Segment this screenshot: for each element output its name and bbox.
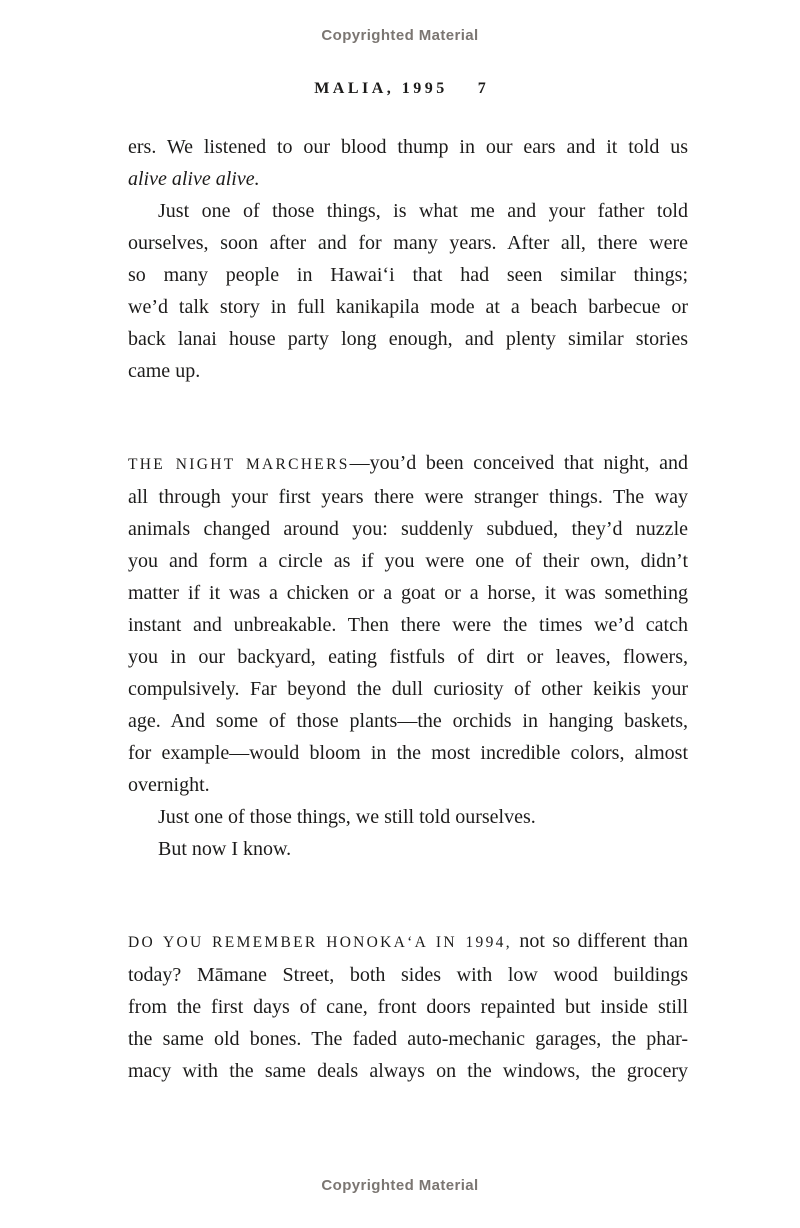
- text-segment: back lanai house party long enough, and plenty similar stories: [128, 328, 688, 350]
- text-segment: the same old bones. The faded auto-mechanic garages, the phar-: [128, 1028, 688, 1050]
- text-line: [128, 355, 688, 387]
- text-line: [128, 447, 688, 481]
- text-line: [128, 259, 688, 291]
- text-segment: But now I know.: [158, 838, 292, 860]
- text-line: [128, 291, 688, 323]
- text-line: [128, 513, 688, 545]
- copyright-notice-top: Copyrighted Material: [321, 27, 479, 44]
- text-line: [128, 641, 688, 673]
- text-segment: age. And some of those plants—the orchids in hanging baskets,: [128, 710, 688, 732]
- text-segment: macy with the same deals always on the windows, the grocery: [128, 1060, 688, 1082]
- body-paragraph: [128, 195, 688, 387]
- text-segment: Just one of those things, we still told ourselves.: [158, 806, 536, 828]
- text-line: [128, 163, 688, 195]
- text-line: [128, 545, 688, 577]
- text-segment: you in our backyard, eating fistfuls of dirt or leaves, flowers,: [128, 646, 688, 668]
- body-paragraph: [128, 801, 688, 833]
- text-segment: we’d talk story in full kanikapila mode at a beach barbecue or: [128, 296, 688, 318]
- text-segment: for example—would bloom in the most incredible colors, almost: [128, 742, 688, 764]
- text-line: [128, 1023, 688, 1055]
- text-segment: compulsively. Far beyond the dull curiosity of other keikis your: [128, 678, 688, 700]
- small-caps-run-in: THE NIGHT MARCHERS: [128, 456, 350, 473]
- text-line: [128, 833, 688, 865]
- text-segment: animals changed around you: suddenly subdued, they’d nuzzle: [128, 518, 688, 540]
- copyright-notice-bottom: Copyrighted Material: [321, 1177, 479, 1194]
- text-line: [128, 769, 688, 801]
- running-head: [0, 80, 800, 98]
- text-line: [128, 227, 688, 259]
- text-line: [128, 959, 688, 991]
- text-line: [128, 991, 688, 1023]
- body-paragraph: [128, 131, 688, 195]
- body-paragraph: [128, 447, 688, 801]
- text-segment: Just one of those things, is what me and your father told: [158, 200, 688, 222]
- text-segment: from the first days of cane, front doors repainted but inside still: [128, 996, 688, 1018]
- small-caps-run-in: DO YOU REMEMBER HONOKAʻA IN 1994,: [128, 934, 512, 951]
- text-line: [128, 673, 688, 705]
- body-text: [128, 131, 688, 1087]
- text-line: [128, 481, 688, 513]
- text-segment: alive alive alive.: [128, 168, 260, 190]
- text-line: [128, 1055, 688, 1087]
- text-segment: so many people in Hawaiʻi that had seen similar things;: [128, 264, 688, 286]
- text-line: [128, 577, 688, 609]
- body-paragraph: [128, 833, 688, 865]
- body-paragraph: [128, 925, 688, 1087]
- text-line: [128, 323, 688, 355]
- text-line: [128, 925, 688, 959]
- text-segment: —you’d been conceived that night, and: [349, 452, 688, 474]
- chapter-title: MALIA, 1995: [314, 80, 448, 97]
- text-line: [128, 195, 688, 227]
- text-segment: all through your first years there were stranger things. The way: [128, 486, 688, 508]
- text-line: [128, 131, 688, 163]
- text-segment: ers. We listened to our blood thump in our ears and it told us: [128, 136, 688, 158]
- text-line: [128, 609, 688, 641]
- text-segment: today? Māmane Street, both sides with low wood buildings: [128, 964, 688, 986]
- text-segment: not so different than: [511, 930, 688, 952]
- page-number: 7: [477, 80, 486, 97]
- text-segment: overnight.: [128, 774, 210, 796]
- text-line: [128, 705, 688, 737]
- text-line: [128, 737, 688, 769]
- text-line: [128, 801, 688, 833]
- text-segment: matter if it was a chicken or a goat or a horse, it was something: [128, 582, 688, 604]
- text-segment: ourselves, soon after and for many years. After all, there were: [128, 232, 688, 254]
- text-segment: came up.: [128, 360, 201, 382]
- text-segment: you and form a circle as if you were one of their own, didn’t: [128, 550, 688, 572]
- text-segment: instant and unbreakable. Then there were the times we’d catch: [128, 614, 688, 636]
